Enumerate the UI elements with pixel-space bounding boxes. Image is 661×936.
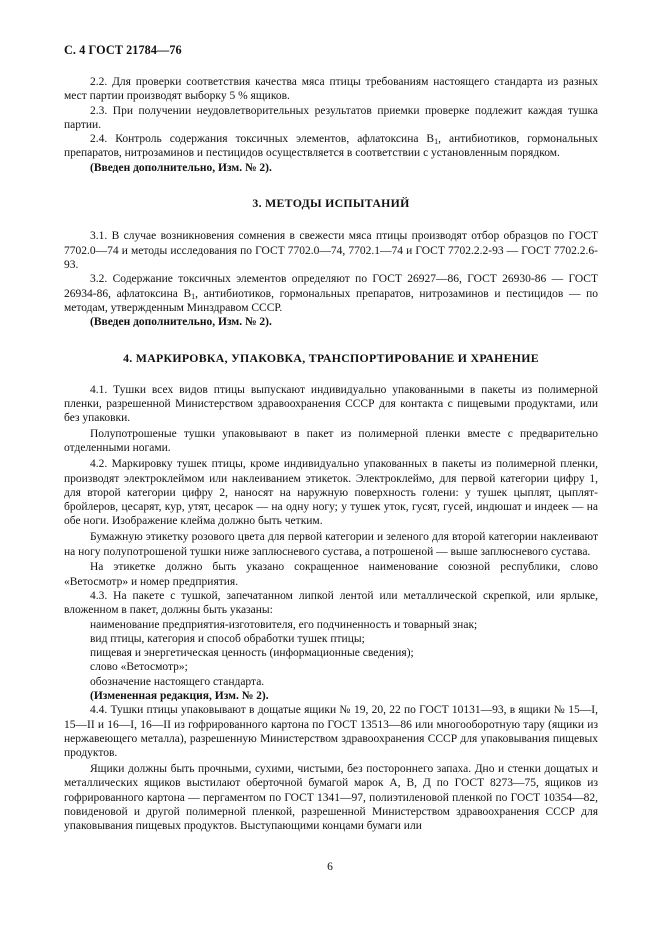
paragraph-4-1-continued: Полупотрошеные тушки упаковывают в пакет из полимерной пленки вместе с предварительно отделенными ногами. [64,428,598,455]
paragraph-3-2 [64,272,598,315]
amendment-note: (Введен дополнительно, Изм. № 2). [90,161,272,174]
list-item: пищевая и энергетическая ценность (информационные сведения); [90,647,414,660]
page-header: С. 4 ГОСТ 21784—76 [64,43,182,57]
paragraph-2-4-part2: , антибиотиков, гормональных препаратов, нитрозаминов и пестицидов осуществляется в соответствии с установленным порядком. [64,133,598,160]
paragraph-2-3: 2.3. При получении неудовлетворительных результатов приемки проверке подлежит каждая тушка партии. [64,104,598,131]
section-heading-4: 4. МАРКИРОВКА, УПАКОВКА, ТРАНСПОРТИРОВАНИЕ И ХРАНЕНИЕ [123,351,539,366]
paragraph-4-1: 4.1. Тушки всех видов птицы выпускают индивидуально упакованными в пакеты из полимерной пленки, разрешенной Министерством здравоохранения СССР для контакта с пищевыми продуктами, или без упаковки. [64,383,598,425]
paragraph-3-2-part1: 3.2. Содержание токсичных элементов определяют по ГОСТ 26927—86, ГОСТ 26930-86 — ГОСТ 26934-86, афлатоксина B [64,273,598,300]
paragraph-4-2-label: Бумажную этикетку розового цвета для первой категории и зеленого для второй категории наклеивают на ногу полупотрошеной тушки ниже заплюсневого сустава, а потрошеной — выше заплюсневого сустава. [64,531,598,558]
list-item: обозначение настоящего стандарта. [90,675,265,688]
paragraph-4-4: 4.4. Тушки птицы упаковывают в дощатые ящики № 19, 20, 22 по ГОСТ 10131—93, в ящики № 15—I, 15—II и 16—I, 16—II из гофрированного картона по ГОСТ 13513—86 или многооборотную тару (ящики из нержавеющего металла), разрешенную Министерством здравоохранения СССР для упаковывания пищевых продуктов. [64,704,598,760]
paragraph-4-2-label-text: На этикетке должно быть указано сокращенное наименование союзной республики, слово «Ветосмотр» и номер предприятия. [64,561,598,588]
paragraph-4-3: 4.3. На пакете с тушкой, запечатанном липкой лентой или металлической скрепкой, или ярлыке, вложенном в пакет, должны быть указаны: [64,589,598,617]
list-item: вид птицы, категория и способ обработки тушек птицы; [90,632,365,645]
section-heading-3: 3. МЕТОДЫ ИСПЫТАНИЙ [252,196,410,211]
subscript-1: 1 [434,137,439,147]
subscript-1: 1 [191,291,196,301]
amendment-note: (Введен дополнительно, Изм. № 2). [90,316,272,329]
paragraph-2-4-part1: 2.4. Контроль содержания токсичных элементов, афлатоксина B [90,133,435,146]
list-item: слово «Ветосмотр»; [90,661,188,674]
amendment-note: (Измененная редакция, Изм. № 2). [90,689,269,702]
paragraph-4-4-boxes: Ящики должны быть прочными, сухими, чистыми, без постороннего запаха. Дно и стенки дощатых и металлических ящиков выстилают оберточной бумагой марок А, В, Д по ГОСТ 8273—75, ящиков из гофрированного картона — пергаментом по ГОСТ 1341—97, полиэтиленовой пленкой по ГОСТ 10354—82, повиденовой и другой полимерной пленкой, разрешенной Министерством здравоохранения СССР для упаковывания пищевых продуктов. Выступающими концами бумаги или [64,762,598,833]
paragraph-3-2-part2: , антибиотиков, гормональных препаратов, нитрозаминов и пестицидов — по методам, утвержденным Минздравом СССР. [64,287,598,314]
list-item: наименование предприятия-изготовителя, его подчиненность и товарный знак; [90,618,478,631]
page-number: 6 [327,861,333,873]
document-body [64,75,598,833]
paragraph-4-2: 4.2. Маркировку тушек птицы, кроме индивидуально упакованных в пакеты из полимерной пленки, производят электроклеймом или наклеиванием этикеток. Электроклеймо, для первой категории цифру 1, для второй категории цифру 2, наносят на наружную поверхность голени: у тушек цыплят, цыплят-бройлеров, цесарят, кур, утят, цесарок — на одну ногу; у тушек уток, гусят, гусей, индюшат и индеек — на обе ноги. Изображение клейма должно быть четким. [64,458,598,528]
paragraph-3-1: 3.1. В случае возникновения сомнения в свежести мяса птицы производят отбор образцов по ГОСТ 7702.0—74 и методы исследования по ГОСТ 7702.0—74, 7702.1—74 и ГОСТ 7702.2.2-93 — ГОСТ 7702.2.6-93. [64,230,598,271]
paragraph-2-4 [64,132,598,161]
paragraph-2-2: 2.2. Для проверки соответствия качества мяса птицы требованиям настоящего стандарта из разных мест партии производят выборку 5 % ящиков. [64,76,598,103]
